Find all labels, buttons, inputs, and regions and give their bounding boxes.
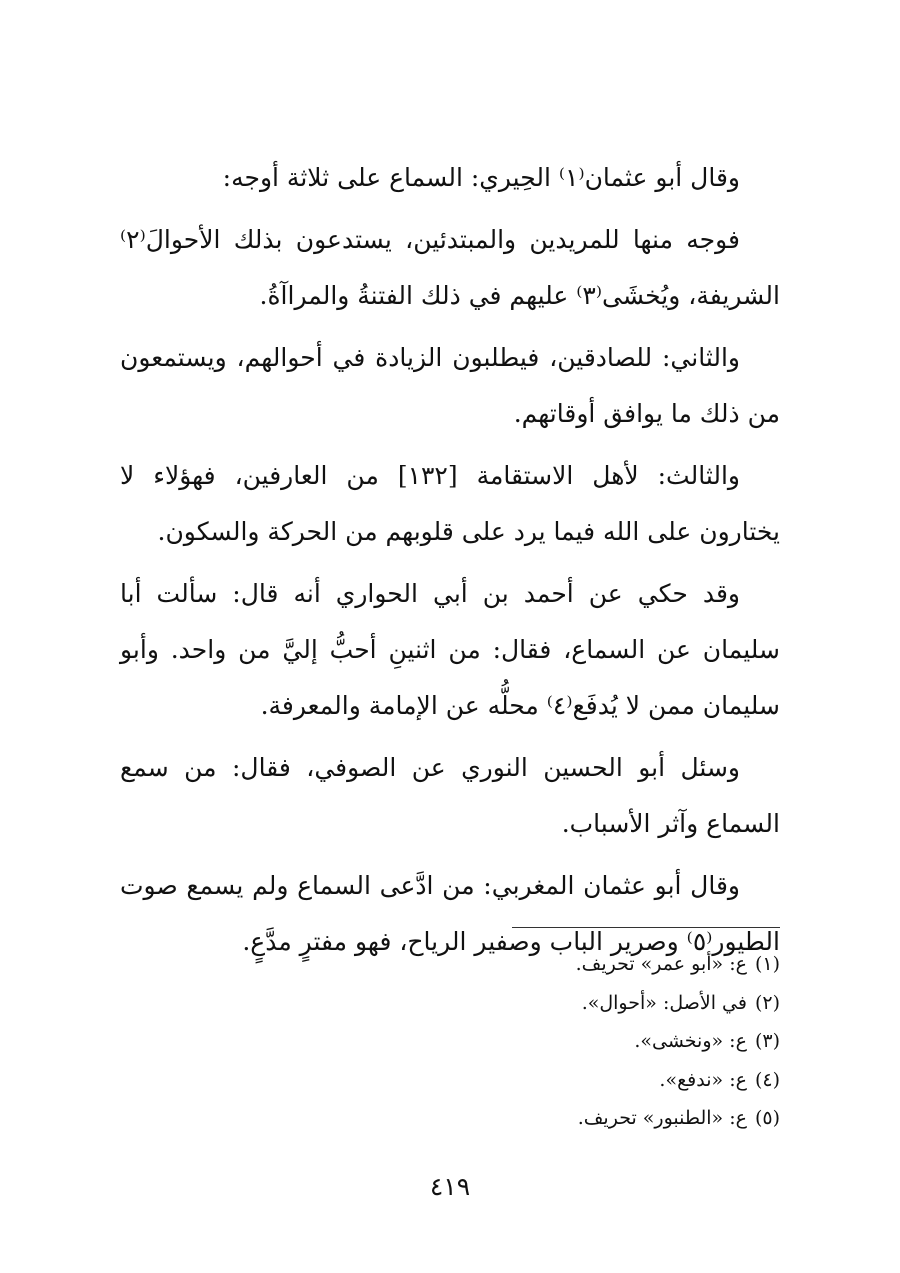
page-number: ٤١٩ [429,1172,471,1201]
main-text [120,150,780,976]
footnote-divider [512,927,780,928]
footnote-text: ع: «الطنبور» تحريف. [577,1107,747,1129]
footnote-text: ع: «ندفع». [659,1068,747,1091]
footnote-5 [400,1099,780,1138]
paragraph-2: فوجه منها للمريدين والمبتدئين، يستدعون بذلك الأحوالَ⁽٢⁾ الشريفة، ويُخشَى⁽٣⁾ عليهم في ذلك الفتنةُ والمراآةُ. [120,225,780,310]
footnote-text: ع: «أبو عمر» تحريف. [575,953,747,975]
paragraph-4: والثالث: لأهل الاستقامة [١٣٢] من العارفين، فهؤلاء لا يختارون على الله فيما يرد على قلوبهم من الحركة والسكون. [120,461,780,546]
footnote-number: (٢) [754,991,780,1014]
footnote-number: (٤) [754,1068,780,1091]
footnote-number: (٥) [754,1107,780,1129]
paragraph-6: وسئل أبو الحسين النوري عن الصوفي، فقال: من سمع السماع وآثر الأسباب. [120,753,780,838]
footnotes [400,945,780,1138]
footnote-number: (١) [754,953,780,975]
footnote-number: (٣) [754,1030,780,1052]
paragraph-5: وقد حكي عن أحمد بن أبي الحواري أنه قال: سألت أبا سليمان عن السماع، فقال: من اثنينِ أحبُّ إليَّ من واحد. وأبو سليمان ممن لا يُدفَع⁽٤⁾ محلُّه عن الإمامة والمعرفة. [120,579,780,720]
footnote-3 [400,1022,780,1061]
footnote-text: ع: «ونخشى». [634,1030,747,1052]
paragraph-3: والثاني: للصادقين، فيطلبون الزيادة في أحوالهم، ويستمعون من ذلك ما يوافق أوقاتهم. [120,343,780,428]
footnote-text: في الأصل: «أحوال». [581,991,747,1014]
paragraph-7: وقال أبو عثمان المغربي: من ادَّعى السماع ولم يسمع صوت الطيور⁽٥⁾ وصرير الباب وصفير الرياح، فهو مفترٍ مدَّعٍ. [120,871,780,956]
footnote-1 [400,945,780,984]
paragraph-1: وقال أبو عثمان⁽١⁾ الحِيري: السماع على ثلاثة أوجه: [222,163,740,192]
footnote-2 [400,984,780,1023]
footnote-4 [400,1061,780,1100]
